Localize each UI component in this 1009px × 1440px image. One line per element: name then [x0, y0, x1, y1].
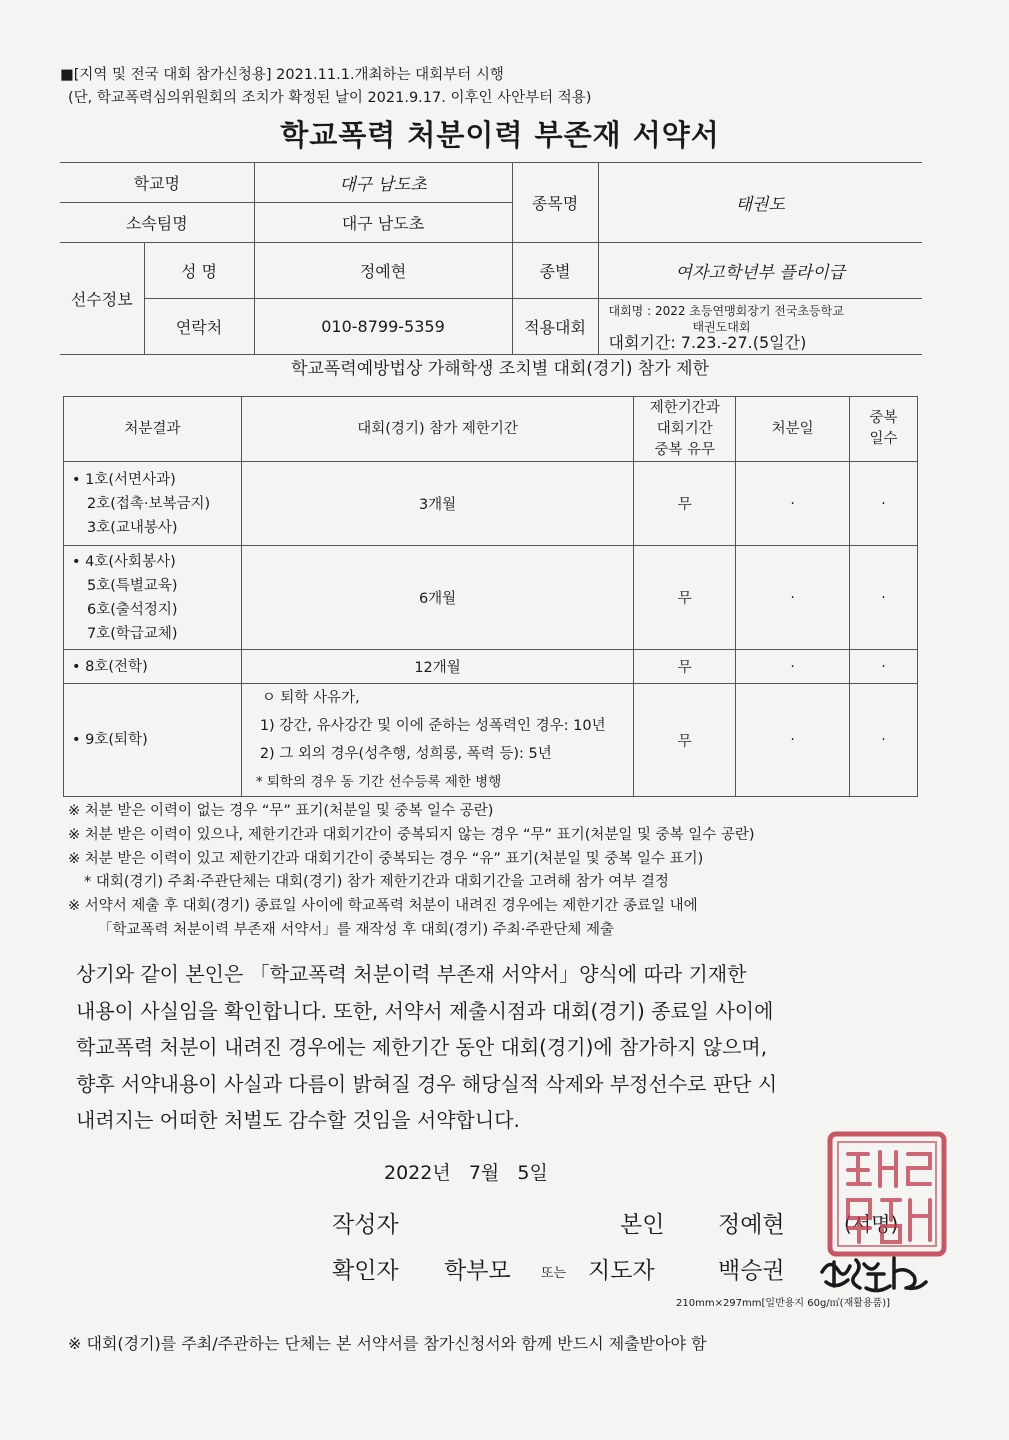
restriction-subtitle: 학교폭력예방법상 가해학생 조치별 대회(경기) 참가 제한 [291, 359, 709, 379]
pledge-date: 2022년 7월 5일 [384, 1162, 548, 1184]
header-days-1: 중복 [869, 410, 898, 426]
handwritten-signature-icon [818, 1252, 930, 1296]
self-label: 본인 [620, 1212, 665, 1238]
coach-label: 지도자 [588, 1258, 655, 1284]
pledge-line: 내려지는 어떠한 처벌도 감수할 것임을 서약합니다. [76, 1108, 520, 1132]
header-overlap-1: 제한기간과 [649, 399, 720, 416]
contact-value: 010-8799-5359 [254, 299, 512, 355]
paper-spec: 210mm×297mm[일반용지 60g/㎡(재활용품)] [676, 1298, 891, 1309]
result-cell [64, 462, 242, 546]
period-cell [241, 684, 634, 797]
team-value: 대구 남도초 [254, 203, 512, 243]
or-label: 또는 [541, 1266, 567, 1281]
category-label: 종별 [512, 243, 598, 299]
result-item: 3호(교내봉사) [87, 519, 178, 536]
note: * 대회(경기) 주최·주관단체는 대회(경기) 참가 제한기간과 대회기간을 고려해 참가 여부 결정 [84, 874, 669, 891]
days-cell: · [850, 684, 918, 797]
note: 「학교폭력 처분이력 부존재 서약서」를 재작성 후 대회(경기) 주최·주관단체 제출 [98, 921, 615, 938]
pledge-line: 향후 서약내용이 사실과 다름이 밝혀질 경우 해당실적 삭제와 부정선수로 판단 시 [76, 1071, 778, 1096]
date-cell: · [736, 462, 850, 546]
applied-name-2: 태권도대회 [692, 319, 751, 334]
result-cell: • 9호(퇴학) [64, 684, 242, 797]
parent-label: 학부모 [444, 1258, 511, 1284]
note: ※ 처분 받은 이력이 있고 제한기간과 대회기간이 중복되는 경우 “유” 표기(처분일 및 중복 일수 표기) [68, 850, 704, 867]
category-value: 여자고학년부 플라이급 [598, 243, 922, 299]
overlap-cell: 무 [634, 684, 736, 797]
self-name: 정예현 [718, 1212, 785, 1238]
period-cell: 3개월 [241, 462, 634, 546]
event-label: 종목명 [512, 163, 598, 243]
school-label: 학교명 [60, 163, 254, 203]
pledge-line: 내용이 사실임을 확인합니다. 또한, 서약서 제출시점과 대회(경기) 종료일 사이에 [76, 998, 774, 1023]
header-days [850, 397, 918, 462]
footer-note: ※ 대회(경기)를 주최/주관하는 단체는 본 서약서를 참가신청서와 함께 반드시 제출받아야 함 [68, 1334, 707, 1353]
overlap-cell: 무 [634, 462, 736, 546]
name-value: 정예현 [254, 243, 512, 299]
table-row [64, 684, 918, 797]
header-result: 처분결과 [64, 397, 242, 462]
period-line: ㅇ 퇴학 사유가, [261, 690, 360, 706]
overlap-cell: 무 [634, 650, 736, 684]
school-value: 대구 남도초 [254, 163, 512, 203]
result-item: 2호(접촉·보복금지) [87, 495, 211, 512]
note: ※ 처분 받은 이력이 있으나, 제한기간과 대회기간이 중복되지 않는 경우 “무” 표기(처분일 및 중복 일수 공란) [68, 826, 755, 843]
contact-label: 연락처 [144, 299, 254, 355]
table-row [64, 462, 918, 546]
days-cell: · [850, 650, 918, 684]
header-period: 대회(경기) 참가 제한기간 [241, 397, 634, 462]
result-item: 7호(학급교체) [87, 625, 178, 642]
header-days-2: 일수 [869, 431, 898, 447]
period-cell: 12개월 [241, 650, 634, 684]
result-item: 6호(출석정지) [87, 601, 178, 618]
table-row [64, 650, 918, 684]
days-cell: · [850, 546, 918, 650]
player-label: 선수정보 [60, 243, 144, 355]
header-overlap-3: 중복 유무 [654, 441, 716, 458]
result-cell: • 8호(전학) [64, 650, 242, 684]
note: ※ 서약서 제출 후 대회(경기) 종료일 사이에 학교폭력 처분이 내려진 경우에는 제한기간 종료일 내에 [68, 898, 698, 915]
period-cell: 6개월 [241, 546, 634, 650]
confirm-label: 확인자 [332, 1258, 399, 1284]
team-label: 소속팀명 [60, 203, 254, 243]
header-overlap [634, 397, 736, 462]
pledge-line: 학교폭력 처분이 내려진 경우에는 제한기간 동안 대회(경기)에 참가하지 않으며, [76, 1035, 768, 1059]
period-line: 2) 그 외의 경우(성추행, 성희롱, 폭력 등): 5년 [259, 746, 552, 762]
applied-name: 대회명 : 2022 초등연맹회장기 전국초등학교 [608, 303, 844, 318]
sign-label: (서명) [844, 1212, 899, 1236]
pledge-text [76, 956, 777, 1139]
days-cell: · [850, 462, 918, 546]
coach-name: 백승권 [718, 1258, 785, 1284]
restriction-table [63, 396, 918, 797]
date-cell: · [736, 650, 850, 684]
header-overlap-2: 대회기간 [656, 420, 713, 437]
table-row [64, 546, 918, 650]
overlap-cell: 무 [634, 546, 736, 650]
period-line: 1) 강간, 유사강간 및 이에 준하는 성폭력인 경우: 10년 [259, 718, 606, 734]
pledge-line: 상기와 같이 본인은 「학교폭력 처분이력 부존재 서약서」양식에 따라 기재한 [76, 962, 747, 986]
note: ※ 처분 받은 이력이 없는 경우 “무” 표기(처분일 및 중복 일수 공란) [68, 803, 494, 819]
applied-label: 적용대회 [512, 299, 598, 355]
writer-label: 작성자 [332, 1212, 399, 1238]
applied-period: 대회기간: 7.23.-27.(5일간) [608, 332, 807, 352]
notes-block [68, 800, 755, 943]
document-title: 학교폭력 처분이력 부존재 서약서 [280, 118, 720, 152]
header-line-2: (단, 학교폭력심의위원회의 조치가 확정된 날이 2021.9.17. 이후인 사안부터 적용) [68, 90, 592, 106]
result-item: • 1호(서면사과) [72, 471, 176, 488]
header-date: 처분일 [736, 397, 850, 462]
result-item: 5호(특별교육) [87, 577, 178, 594]
event-value: 태권도 [598, 163, 922, 243]
result-item: • 4호(사회봉사) [72, 553, 176, 570]
info-table [60, 162, 922, 355]
date-cell: · [736, 684, 850, 797]
red-seal-stamp-icon [826, 1130, 948, 1260]
date-cell: · [736, 546, 850, 650]
header-line-1: ■[지역 및 전국 대회 참가신청용] 2021.11.1.개최하는 대회부터 시행 [60, 67, 504, 83]
applied-cell [598, 299, 922, 355]
result-cell [64, 546, 242, 650]
period-line: * 퇴학의 경우 동 기간 선수등록 제한 병행 [255, 774, 502, 790]
name-label: 성 명 [144, 243, 254, 299]
